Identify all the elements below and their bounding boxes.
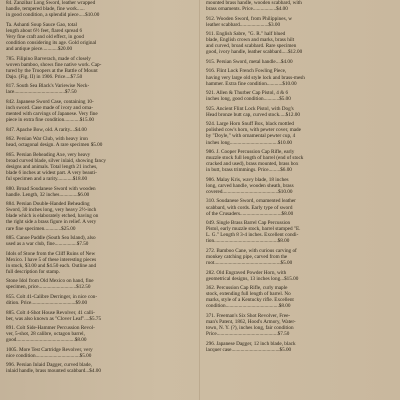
entry-line: long, carved handle, wooden sheath, brass bbox=[206, 182, 294, 189]
entry-line: ver, 5-shot, 28 calibre, octagon barrel, bbox=[6, 331, 85, 338]
entry-line: 880. Broad Soudanese Sword with wooden bbox=[6, 185, 96, 192]
entry-line: L. G." Length 8 3-4 inches. Excellent condi- bbox=[206, 232, 299, 239]
catalog-entry bbox=[6, 201, 194, 231]
entry-line: 855. Colt 41-Calibre Derringer, in nice con- bbox=[6, 293, 98, 300]
entry-line: Sword, 30 inches long, very heavy 2½-inch bbox=[6, 207, 97, 214]
catalog-entry bbox=[206, 106, 394, 118]
entry-line: in good condition, a splendid piece.....$10.00 bbox=[6, 12, 100, 19]
entry-line: nice condition..................................$5.00 bbox=[6, 352, 92, 359]
entry-line: 282. Old Engraved Powder Horn, with bbox=[206, 269, 287, 276]
entry-line: length about 6½ feet, flared spread 6 bbox=[6, 27, 83, 34]
entry-line: Very fine craft and old effect, in good bbox=[6, 33, 84, 40]
catalog-entry bbox=[6, 325, 194, 343]
catalog-entry bbox=[206, 285, 394, 309]
entry-line: 842. Japanese Sword Case, containing 10- bbox=[6, 98, 94, 105]
entry-line: 817. South Sea Black's Variewise Neck- bbox=[6, 83, 90, 90]
entry-line: 272. Bamboo Cane, with curious carving of bbox=[206, 247, 297, 254]
catalog-entry bbox=[6, 251, 194, 275]
left-column bbox=[6, 0, 194, 378]
entry-line: Stone Idol from Old Mexico on hand, fine bbox=[6, 278, 94, 285]
entry-line: good, ivory handle, leather scabbard.....$12.00 bbox=[206, 49, 303, 56]
entry-line: in butt, brass trimmings. Price.........$6.00 bbox=[206, 167, 292, 174]
entry-line: 921. Allen & Thurber Cap Pistol, 4 & 6 bbox=[206, 90, 289, 97]
entry-line: Idols of Stone from the Cliff Ruins of New bbox=[6, 250, 96, 257]
catalog-entry bbox=[6, 0, 194, 18]
entry-line: 884. Persian Double-Handed Beheading bbox=[6, 201, 90, 208]
entry-line: 362. Percussion Cap Rifle, curly maple bbox=[206, 285, 288, 292]
entry-line: tured by the Troopers at the Battle of Mount bbox=[6, 67, 98, 74]
entry-line: 84. Zanzibar Long Sword, leather wrapped bbox=[6, 0, 96, 6]
catalog-entry bbox=[206, 31, 394, 55]
entry-line: 885. Colt 4-Shot House Revolver, 41 calli- bbox=[6, 309, 95, 316]
catalog-entry bbox=[206, 198, 394, 216]
entry-line: 912. Wooden Sword, from Philippines, w bbox=[206, 15, 292, 22]
entry-line: designs and animals. Total length 21 inches, bbox=[6, 163, 98, 170]
entry-line: muzzle stock full length of barrel (end of stock bbox=[206, 155, 304, 162]
catalog-entry bbox=[206, 341, 394, 353]
catalog-entry bbox=[6, 235, 194, 247]
entry-line: 915. Persian Sword, metal handle....$4.00 bbox=[206, 58, 293, 65]
entry-line: 924. Large Horn Snuff Box, black mottled bbox=[206, 121, 294, 128]
entry-line: ful specimen and a rarity............$18.00 bbox=[6, 176, 88, 183]
catalog-entry bbox=[6, 186, 194, 198]
entry-line: broad curved blade, silver inlaid, showing fancy bbox=[6, 157, 106, 164]
entry-line: rare fine specimen.............$25.00 bbox=[6, 225, 76, 232]
catalog-entry bbox=[206, 270, 394, 282]
entry-line: Head bronze butt cap, curved stock.....$12.00 bbox=[206, 111, 300, 118]
catalog-entry bbox=[206, 90, 394, 102]
catalog-entry bbox=[6, 152, 194, 182]
catalog-entry bbox=[206, 248, 394, 266]
entry-line: Dajo. (Fig. II) in 1906. Price....$7.50 bbox=[6, 73, 83, 80]
entry-line: tion.................................................$8.00 bbox=[206, 238, 290, 245]
catalog-entry bbox=[6, 310, 194, 322]
entry-line: condition considering its age. Gold original bbox=[6, 39, 97, 46]
entry-line: marks, style of a Kentucky rifle. Excellent bbox=[206, 297, 294, 304]
catalog-entry bbox=[6, 136, 194, 148]
entry-line: ber, was also known as "Clover Leaf"....$5.75 bbox=[6, 315, 102, 322]
entry-line: condition.........................................$8.00 bbox=[206, 303, 291, 310]
entry-line: and curved, broad scabbard. Rare specimen bbox=[206, 43, 297, 50]
entry-line: 049. Single Brass Barrel Cap Percussion bbox=[206, 220, 291, 227]
entry-line: head, octagonal design. A rare specimen $5.00 bbox=[6, 142, 103, 149]
entry-line: 785. Filipino Barverach, made of closely bbox=[6, 55, 91, 62]
entry-line: piece in extra fine condition............$15.00 bbox=[6, 117, 95, 124]
entry-line: handle, tempered blade, fine work...... bbox=[6, 6, 85, 13]
entry-line: cracked and used), brass mounted, brass box bbox=[206, 161, 299, 168]
catalog-entry bbox=[6, 278, 194, 290]
entry-line: dition. Price..................................$9.00 bbox=[6, 300, 88, 307]
entry-line: leather scabbard......................$3.00 bbox=[206, 21, 281, 28]
entry-line: 862. Persian War Club, with heavy iron bbox=[6, 136, 88, 143]
entry-line: lacquer case.....................................$5.00 bbox=[206, 346, 292, 353]
entry-line: blade, English crown and marks, brass hilt bbox=[206, 37, 295, 44]
entry-line: and antique piece............$20.00 bbox=[6, 46, 73, 53]
entry-line: Mexico. I have 5 of these interesting pieces bbox=[6, 256, 97, 263]
entry-line: handle. Length, 32 inches..............$6.00 bbox=[6, 191, 90, 198]
catalog-entry bbox=[6, 22, 194, 52]
catalog-entry bbox=[206, 68, 394, 86]
entry-line: woven bamboo, shows fine native work. Cap- bbox=[6, 61, 102, 68]
entry-line: used as a war club, fine.................$7.50 bbox=[6, 241, 89, 248]
catalog-entry bbox=[6, 347, 194, 359]
entry-line: 911. English Sabre, "G. R." half blued bbox=[206, 31, 286, 38]
entry-line: specimen, price.............................$12.50 bbox=[6, 284, 91, 291]
catalog-entry bbox=[206, 220, 394, 244]
entry-line: town, N. Y. (?), inches long, fair condition bbox=[206, 325, 294, 332]
entry-line: 916. Flint Lock French Fowling Piece, bbox=[206, 68, 287, 75]
entry-line: blade which is elaborately etched, having on bbox=[6, 213, 99, 220]
entry-line: geometrical designs, 13 inches long...$15.00 bbox=[206, 275, 299, 282]
catalog-entry bbox=[206, 121, 394, 145]
entry-line: by "Doyle," with ornamental pewter cup, 4 bbox=[206, 133, 296, 140]
column-divider bbox=[199, 0, 200, 400]
entry-line: in stock, $3.00 and $4.50 each. Outline and bbox=[6, 262, 97, 269]
entry-line: root...................................................$5.00 bbox=[206, 260, 293, 267]
entry-line: inch sword. Case made of ivory and orna- bbox=[6, 104, 94, 111]
entry-line: brass ornaments. Price..................$4.00 bbox=[206, 6, 288, 13]
entry-line: having very large old style lock and brass-mesh bbox=[206, 74, 305, 81]
entry-line: full description for stamp. bbox=[6, 268, 60, 275]
entry-line: the right side a brass figure in relief. A very bbox=[6, 219, 97, 226]
entry-line: 296. Japanese Dagger, 12 inch blade, black bbox=[206, 340, 296, 347]
entry-line: inlaid handle, brass mounted scabbard...$4.00 bbox=[6, 368, 101, 375]
entry-line: 371. Freeman's Six Shot Revolver, Free- bbox=[206, 312, 291, 319]
catalog-entry bbox=[6, 99, 194, 123]
catalog-entry bbox=[206, 149, 394, 173]
entry-line: man's Patent, 1862, Hood's Armory, Water- bbox=[206, 318, 296, 325]
entry-line: mounted brass handle, wooden scabbard, with bbox=[206, 0, 302, 6]
catalog-entry bbox=[6, 83, 194, 95]
entry-line: inches long.....................................$10.00 bbox=[206, 139, 293, 146]
entry-line: lace.......................................$7.50 bbox=[6, 89, 77, 96]
entry-line: good.............................................$8.00 bbox=[6, 337, 87, 344]
catalog-entry bbox=[206, 177, 394, 195]
catalog-entry bbox=[206, 0, 394, 12]
catalog-entry bbox=[6, 127, 194, 133]
right-column bbox=[206, 0, 394, 356]
entry-line: 865. Persian Beheading Axe, very heavy bbox=[6, 151, 91, 158]
entry-line: 1005. More Test Cartridge Revolver, very bbox=[6, 346, 93, 353]
entry-line: of the Crusaders................................$8.00 bbox=[206, 210, 294, 217]
entry-line: 885. Canoe Paddle (South Sea Island), also bbox=[6, 235, 96, 241]
entry-line: 986. J. Cooper Percussion Cap Rifle, early bbox=[206, 149, 295, 155]
entry-line: 310. Soudanese Sword, ornamented leather bbox=[206, 198, 296, 205]
entry-line: 925. Ancient Flint Lock Pistol, with Dog's bbox=[206, 105, 294, 112]
entry-line: scabbard, with cords. Early type of sword bbox=[206, 204, 293, 211]
entry-line: mented with carvings of Japanese. Very fine bbox=[6, 111, 98, 118]
entry-line: Pistol, early muzzle stock, barrel stamped "E. bbox=[206, 226, 301, 233]
entry-line: Ta. Ashanti Soup Sauce Gao, total bbox=[6, 21, 77, 28]
catalog-entry bbox=[206, 313, 394, 337]
entry-line: 847. Apache Bow, old. A rarity....$4.00 bbox=[6, 126, 87, 133]
entry-line: hammer. Extra fine condition............$10.00 bbox=[206, 80, 297, 87]
entry-line: covered...........................................$10.00 bbox=[206, 188, 293, 195]
entry-line: blade 6 inches at widest part. A very beauti- bbox=[6, 169, 97, 176]
catalog-entry bbox=[6, 56, 194, 80]
entry-line: inches long, good condition............$5.00 bbox=[206, 96, 291, 103]
entry-line: 891. Colt Side-Hammer Percussion Revol- bbox=[6, 325, 95, 332]
catalog-entry bbox=[6, 294, 194, 306]
entry-line: 986. Malay Kris, wavy blade, 18 inches bbox=[206, 176, 289, 183]
entry-line: stock, extending full length of barrel. No bbox=[206, 291, 291, 298]
catalog-entry bbox=[206, 16, 394, 28]
entry-line: Price...............................................$7.50 bbox=[206, 331, 290, 338]
entry-line: monkey catching pipe, carved from the bbox=[206, 253, 288, 260]
catalog-entry bbox=[206, 59, 394, 65]
catalog-entry bbox=[6, 362, 194, 374]
entry-line: polished cow's horn, with pewter cover, made bbox=[206, 127, 301, 134]
entry-line: 996. Persian Inlaid Dagger, curved blade, bbox=[6, 362, 92, 369]
